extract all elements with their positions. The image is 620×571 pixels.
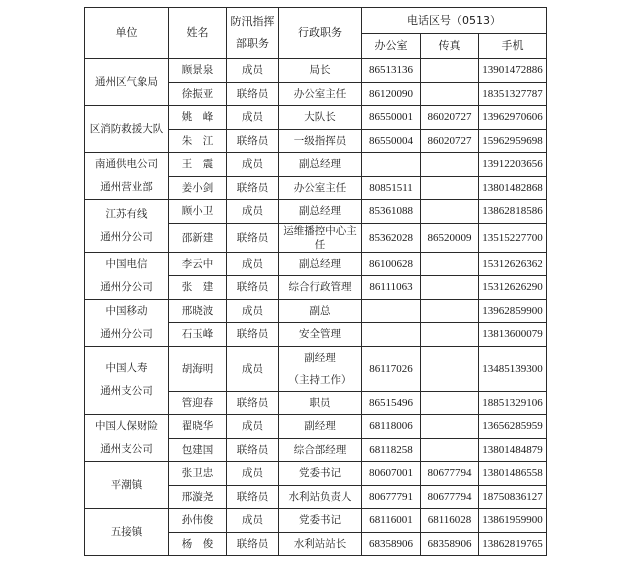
unit-name-line: 中国人寿 xyxy=(105,362,148,375)
mobile-phone: 13901472886 xyxy=(479,59,547,83)
header-role-line2: 部职务 xyxy=(236,37,269,50)
flood-role: 联络员 xyxy=(227,485,279,509)
fax-number: 68116028 xyxy=(421,509,479,533)
table-row xyxy=(85,200,547,224)
mobile-phone: 13801484879 xyxy=(479,438,547,462)
person-name: 石玉峰 xyxy=(169,323,227,347)
header-fax: 传真 xyxy=(421,34,479,59)
table-body xyxy=(85,59,547,556)
header-title: 行政职务 xyxy=(279,8,362,59)
office-phone: 80607001 xyxy=(362,462,421,486)
person-name: 管迎春 xyxy=(169,391,227,415)
unit-cell xyxy=(85,509,169,556)
table-row xyxy=(85,509,547,533)
admin-title: 综合部经理 xyxy=(279,438,362,462)
mobile-phone: 13912203656 xyxy=(479,153,547,177)
office-phone: 86117026 xyxy=(362,346,421,391)
mobile-phone: 13962859900 xyxy=(479,299,547,323)
mobile-phone: 15962959698 xyxy=(479,129,547,153)
flood-role: 联络员 xyxy=(227,223,279,252)
mobile-phone: 13485139300 xyxy=(479,346,547,391)
office-phone xyxy=(362,153,421,177)
person-name: 姜小剑 xyxy=(169,176,227,200)
header-name: 姓名 xyxy=(169,8,227,59)
admin-title: 副总经理 xyxy=(279,153,362,177)
mobile-phone: 13656285959 xyxy=(479,415,547,439)
office-phone: 68116001 xyxy=(362,509,421,533)
person-name: 王 震 xyxy=(169,153,227,177)
admin-title: 副经理 xyxy=(279,415,362,439)
fax-number xyxy=(421,82,479,106)
flood-role: 成员 xyxy=(227,153,279,177)
unit-name-line: 通州分公司 xyxy=(100,280,153,293)
unit-name-line: 中国电信 xyxy=(105,257,148,270)
admin-title: 副总 xyxy=(279,299,362,323)
mobile-phone: 13813600079 xyxy=(479,323,547,347)
header-phone-group: 电话区号（0513） xyxy=(362,8,547,34)
unit-name-line: 区消防救援大队 xyxy=(89,122,164,135)
mobile-phone: 13801486558 xyxy=(479,462,547,486)
flood-role: 成员 xyxy=(227,106,279,130)
fax-number: 86520009 xyxy=(421,223,479,252)
table-row xyxy=(85,415,547,439)
fax-number xyxy=(421,252,479,276)
person-name: 包建国 xyxy=(169,438,227,462)
flood-role: 联络员 xyxy=(227,82,279,106)
unit-name-line: 平潮镇 xyxy=(110,478,143,491)
fax-number xyxy=(421,415,479,439)
flood-role: 成员 xyxy=(227,346,279,391)
table-row xyxy=(85,59,547,83)
admin-title-line: 副经理 xyxy=(304,351,336,364)
person-name: 翟晓华 xyxy=(169,415,227,439)
flood-role: 成员 xyxy=(227,299,279,323)
admin-title: 一级指挥员 xyxy=(279,129,362,153)
unit-cell xyxy=(85,153,169,200)
header-role-line1: 防汛指挥 xyxy=(230,15,275,28)
office-phone: 86515496 xyxy=(362,391,421,415)
person-name: 孙伟俊 xyxy=(169,509,227,533)
flood-role: 成员 xyxy=(227,415,279,439)
admin-title: 办公室主任 xyxy=(279,176,362,200)
office-phone: 85361088 xyxy=(362,200,421,224)
person-name: 徐振亚 xyxy=(169,82,227,106)
mobile-phone: 18351327787 xyxy=(479,82,547,106)
unit-cell xyxy=(85,462,169,509)
unit-cell xyxy=(85,299,169,346)
office-phone: 86100628 xyxy=(362,252,421,276)
admin-title-line: （主持工作） xyxy=(288,373,352,386)
fax-number: 86020727 xyxy=(421,129,479,153)
mobile-phone: 18851329106 xyxy=(479,391,547,415)
table-row xyxy=(85,153,547,177)
flood-role: 成员 xyxy=(227,200,279,224)
person-name: 李云中 xyxy=(169,252,227,276)
office-phone: 85362028 xyxy=(362,223,421,252)
mobile-phone: 15312626362 xyxy=(479,252,547,276)
office-phone: 80851511 xyxy=(362,176,421,200)
mobile-phone: 13862819765 xyxy=(479,532,547,556)
mobile-phone: 13515227700 xyxy=(479,223,547,252)
fax-number xyxy=(421,391,479,415)
fax-number xyxy=(421,59,479,83)
fax-number: 80677794 xyxy=(421,485,479,509)
flood-role: 联络员 xyxy=(227,391,279,415)
person-name: 顾小卫 xyxy=(169,200,227,224)
person-name: 张 建 xyxy=(169,276,227,300)
header-office: 办公室 xyxy=(362,34,421,59)
admin-title: 局长 xyxy=(279,59,362,83)
flood-role: 联络员 xyxy=(227,276,279,300)
fax-number: 80677794 xyxy=(421,462,479,486)
person-name: 邢晓波 xyxy=(169,299,227,323)
unit-cell xyxy=(85,415,169,462)
admin-title: 副总经理 xyxy=(279,200,362,224)
fax-number xyxy=(421,346,479,391)
unit-name-line: 通州支公司 xyxy=(100,385,153,398)
mobile-phone: 13861959900 xyxy=(479,509,547,533)
admin-title: 大队长 xyxy=(279,106,362,130)
admin-title: 党委书记 xyxy=(279,509,362,533)
person-name: 顾景泉 xyxy=(169,59,227,83)
admin-title: 职员 xyxy=(279,391,362,415)
fax-number xyxy=(421,276,479,300)
office-phone: 86513136 xyxy=(362,59,421,83)
office-phone xyxy=(362,299,421,323)
unit-name-line: 通州支公司 xyxy=(100,443,153,455)
flood-role: 联络员 xyxy=(227,532,279,556)
fax-number xyxy=(421,299,479,323)
mobile-phone: 15312626290 xyxy=(479,276,547,300)
unit-cell xyxy=(85,346,169,415)
fax-number: 68358906 xyxy=(421,532,479,556)
office-phone: 86550001 xyxy=(362,106,421,130)
table-row xyxy=(85,299,547,323)
office-phone: 68358906 xyxy=(362,532,421,556)
office-phone: 80677791 xyxy=(362,485,421,509)
admin-title: 安全管理 xyxy=(279,323,362,347)
office-phone: 86111063 xyxy=(362,276,421,300)
unit-name-line: 通州分公司 xyxy=(100,327,153,340)
mobile-phone: 18750836127 xyxy=(479,485,547,509)
unit-name-line: 中国人保财险 xyxy=(95,420,158,432)
flood-role: 联络员 xyxy=(227,323,279,347)
fax-number xyxy=(421,153,479,177)
unit-name-line: 江苏有线 xyxy=(105,207,148,220)
fax-number xyxy=(421,176,479,200)
admin-title: 水利站负责人 xyxy=(279,485,362,509)
flood-role: 成员 xyxy=(227,462,279,486)
fax-number: 86020727 xyxy=(421,106,479,130)
person-name: 张卫忠 xyxy=(169,462,227,486)
mobile-phone: 13962970606 xyxy=(479,106,547,130)
admin-title: 综合行政管理 xyxy=(279,276,362,300)
person-name: 杨 俊 xyxy=(169,532,227,556)
person-name: 邵新建 xyxy=(169,223,227,252)
table-row xyxy=(85,252,547,276)
flood-role: 联络员 xyxy=(227,438,279,462)
office-phone: 86120090 xyxy=(362,82,421,106)
admin-title: 副总经理 xyxy=(279,252,362,276)
table-row xyxy=(85,346,547,391)
admin-title: 运维播控中心主任 xyxy=(279,223,362,252)
person-name: 朱 江 xyxy=(169,129,227,153)
person-name: 胡海明 xyxy=(169,346,227,391)
unit-cell xyxy=(85,106,169,153)
unit-name-line: 中国移动 xyxy=(105,304,148,317)
unit-name-line: 南通供电公司 xyxy=(95,158,158,170)
admin-title: 办公室主任 xyxy=(279,82,362,106)
unit-name-line: 五接镇 xyxy=(110,525,143,538)
unit-name-line: 通州营业部 xyxy=(100,181,153,193)
header-mobile: 手机 xyxy=(479,34,547,59)
fax-number xyxy=(421,200,479,224)
office-phone xyxy=(362,323,421,347)
fax-number xyxy=(421,438,479,462)
flood-role: 成员 xyxy=(227,59,279,83)
header-unit: 单位 xyxy=(85,8,169,59)
unit-name-line: 通州分公司 xyxy=(100,230,153,243)
unit-cell xyxy=(85,59,169,106)
person-name: 姚 峰 xyxy=(169,106,227,130)
contact-table xyxy=(84,7,547,556)
flood-role: 联络员 xyxy=(227,176,279,200)
table-row xyxy=(85,462,547,486)
unit-name-line: 通州区气象局 xyxy=(95,75,158,88)
admin-title: 水利站站长 xyxy=(279,532,362,556)
office-phone: 68118006 xyxy=(362,415,421,439)
flood-role: 联络员 xyxy=(227,129,279,153)
admin-title: 党委书记 xyxy=(279,462,362,486)
office-phone: 68118258 xyxy=(362,438,421,462)
header-role xyxy=(227,8,279,59)
person-name: 邢漩尧 xyxy=(169,485,227,509)
flood-role: 成员 xyxy=(227,252,279,276)
fax-number xyxy=(421,323,479,347)
table-row xyxy=(85,106,547,130)
admin-title xyxy=(279,346,362,391)
flood-role: 成员 xyxy=(227,509,279,533)
office-phone: 86550004 xyxy=(362,129,421,153)
unit-cell xyxy=(85,252,169,299)
mobile-phone: 13801482868 xyxy=(479,176,547,200)
unit-cell xyxy=(85,200,169,253)
mobile-phone: 13862818586 xyxy=(479,200,547,224)
